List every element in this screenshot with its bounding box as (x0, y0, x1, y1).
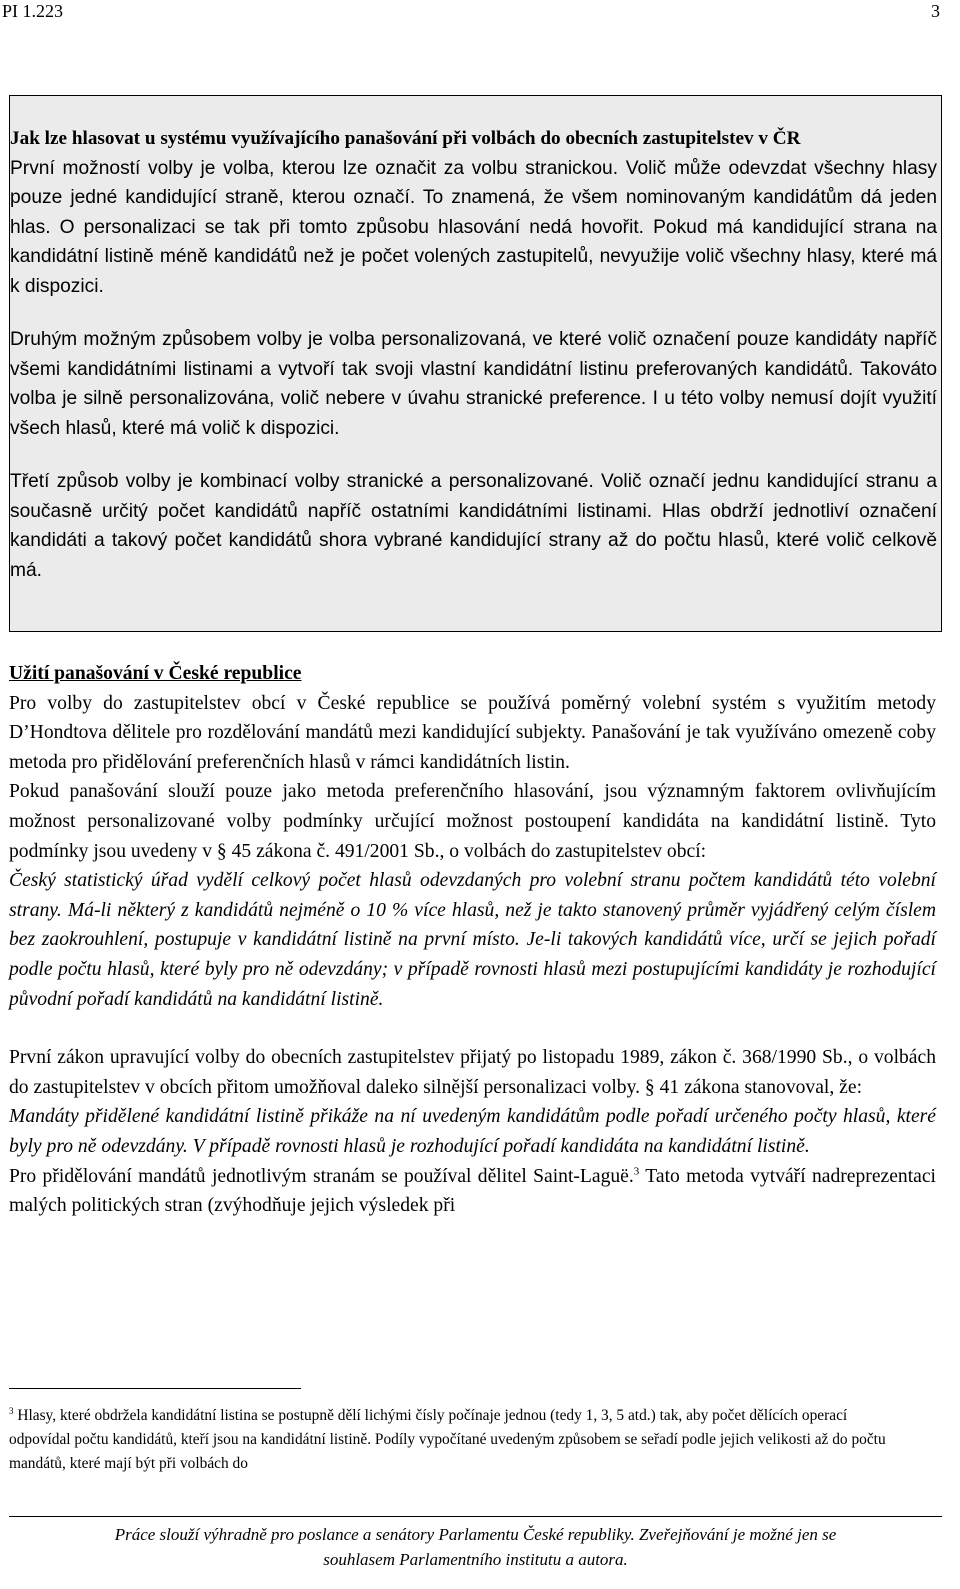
footnote-text: Hlasy, které obdržela kandidátní listina se postupně dělí lichými čísly počínaje jednou (tedy 1, 3, 5 atd.) tak, aby počet dělících operací odpovídal počtu kandidátů, kteří jsou na kandidátní listině. Podíly vypočítané uvedeným způsobem se seřadí podle jejich velikosti až do počtu mandátů, které mají být při volbách do (9, 1407, 886, 1472)
box-paragraph-2: Druhým možným způsobem volby je volba personalizovaná, ve které volič označení pouze kandidáty napříč všemi kandidátními listinami a vytvoří tak svoji vlastní kandidátní listinu preferovaných kandidátů. Takováto volba je silně personalizována, volič nebere v úvahu stranické preference. I u této volby nemusí dojít využití všech hlasů, které má volič k dispozici. (10, 329, 937, 439)
box-paragraph-3: Třetí způsob volby je kombinací volby stranické a personalizované. Volič označí jednu kandidující stranu a současně určitý počet kandidátů napříč ostatními kandidátními listinami. Hlas obdrží jednotliví označení kandidáti a takový počet kandidátů shora vybrané kandidující strany až do počtu hlasů, které volič celkově má. (10, 471, 937, 581)
footnote-reference[interactable]: 3 (633, 1164, 640, 1177)
box-title: Jak lze hlasovat u systému využívajícího panašování při volbách do obecních zastupitelstev v ČR (10, 128, 801, 149)
paragraph-2: Pokud panašování slouží pouze jako metoda preferenčního hlasování, jsou významným faktorem ovlivňujícím možnost personalizované volby podmínky určující možnost postoupení kandidáta na kandidátní listině. Tyto podmínky jsou uvedeny v § 45 zákona č. 491/2001 Sb., o volbách do zastupitelstev obcí: (9, 781, 936, 862)
paragraph-3: První zákon upravující volby do obecních zastupitelstev přijatý po listopadu 1989, zákon č. 368/1990 Sb., o volbách do zastupitelstev v obcích přitom umožňoval daleko silnější personalizaci volby. § 41 zákona stanovoval, že: (9, 1047, 936, 1098)
section-heading: Užití panašování v České republice (9, 663, 302, 684)
footer-line-1: Práce slouží výhradně pro poslance a senátory Parlamentu České republiky. Zveřejňování je možné jen se (114, 1525, 837, 1544)
footer (9, 1522, 942, 1572)
paragraph-4 (9, 1162, 936, 1221)
law-quote-1: Český statistický úřad vydělí celkový počet hlasů odevzdaných pro volební stranu počtem kandidátů této volební strany. Má-li některý z kandidátů nejméně o 10 % více hlasů, než je takto stanovený průměr vyjádřený celým číslem bez zaokrouhlení, postupuje v kandidátní listině na první místo. Je-li takových kandidátů více, určí se jejich pořadí podle počtu hlasů, které byly pro ně odevzdány; v případě rovnosti hlasů mezi postupujícími kandidáty je rozhodující původní pořadí kandidátů na kandidátní listině. (9, 870, 936, 1010)
paragraph-4-start: Pro přidělování mandátů jednotlivým stranám se používal dělitel Saint-Laguë. (9, 1165, 634, 1187)
footnote-number: 3 (9, 1405, 14, 1416)
footer-separator (9, 1516, 942, 1517)
info-box (9, 95, 942, 632)
paragraph-4-end: Tato metoda vytváří nadreprezentaci malých politických stran (zvýhodňuje jejich výsledek při (9, 1165, 936, 1217)
main-content (9, 659, 936, 1221)
footnote (9, 1404, 909, 1476)
paragraph-1: Pro volby do zastupitelstev obcí v České republice se používá poměrný volební systém s využitím metody D’Hondtova dělitele pro rozdělování mandátů mezi kandidující subjekty. Panašování je tak využíváno omezeně coby metoda pro přidělování preferenčních hlasů v rámci kandidátních listin. (9, 692, 936, 773)
law-quote-2: Mandáty přidělené kandidátní listině přikáže na ní uvedeným kandidátům podle pořadí určeného počty hlasů, které byly pro ně odevzdány. V případě rovnosti hlasů je rozhodující pořadí kandidáta na kandidátní listině. (9, 1106, 936, 1157)
page-number: 3 (931, 1, 940, 21)
footer-line-2: souhlasem Parlamentního institutu a autora. (323, 1550, 628, 1569)
box-paragraph-1: První možností volby je volba, kterou lze označit za volbu stranickou. Volič může odevzdat všechny hlasy pouze jedné kandidující straně, kterou označí. To znamená, že všem nominovaným kandidátům dá jeden hlas. O personalizaci se tak při tomto způsobu hlasování nedá hovořit. Pokud má kandidující strana na kandidátní listině méně kandidátů než je počet volených zastupitelů, nevyužije volič všechny hlasy, které má k dispozici. (10, 157, 937, 297)
info-box-content (10, 124, 937, 585)
footnote-separator (9, 1388, 301, 1389)
document-id: PI 1.223 (2, 1, 64, 21)
